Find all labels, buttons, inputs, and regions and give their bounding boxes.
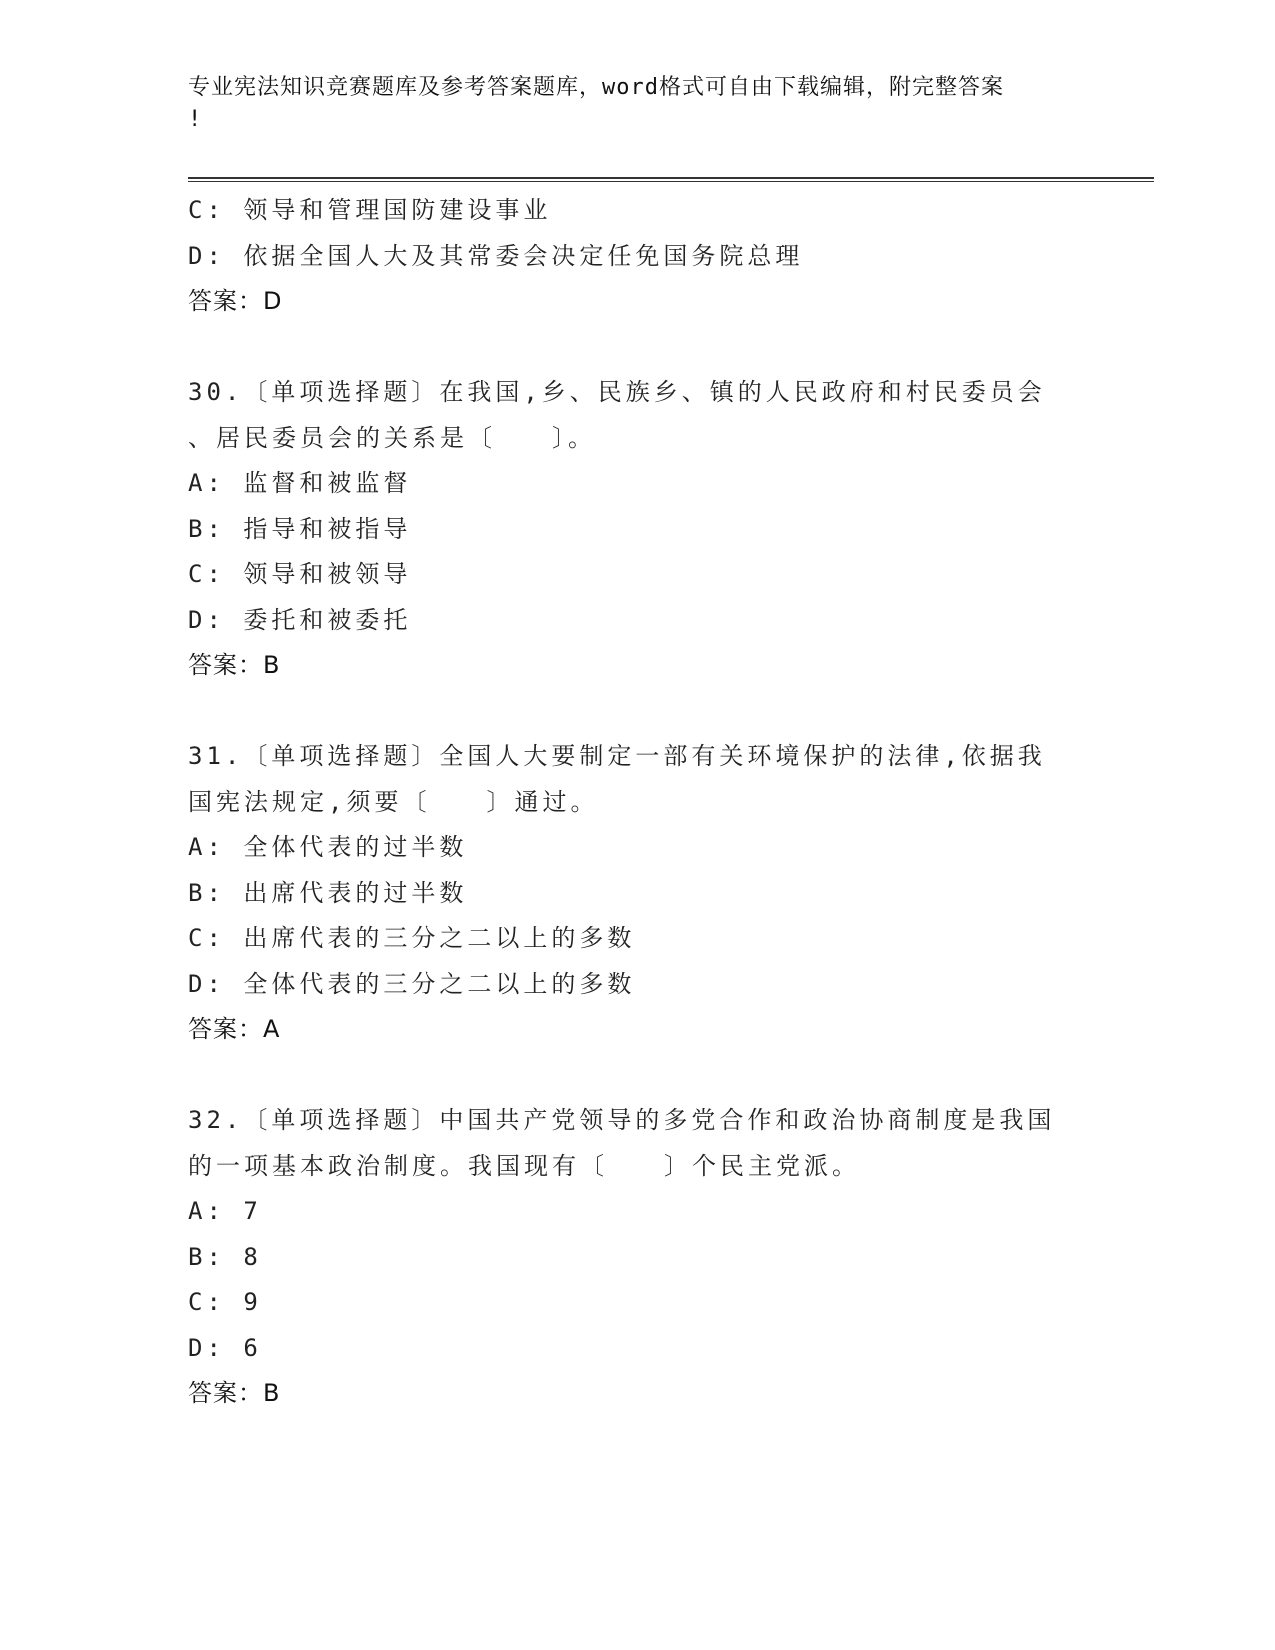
question-stem-line1: 30.〔单项选择题〕在我国,乡、民族乡、镇的人民政府和村民委员会 [188, 378, 1046, 406]
prev-question-block [188, 188, 1088, 325]
option-a: A: 监督和被监督 [188, 469, 412, 497]
header-title-line2: ! [188, 107, 203, 132]
answer-line: 答案：D [188, 287, 283, 315]
question-31 [188, 734, 1088, 1053]
header-title-line1: 专业宪法知识竞赛题库及参考答案题库，word格式可自由下载编辑，附完整答案 [188, 75, 1004, 100]
option-b: B: 指导和被指导 [188, 514, 412, 543]
question-stem-line1: 31.〔单项选择题〕全国人大要制定一部有关环境保护的法律,依据我 [188, 742, 1046, 770]
option-c: C: 9 [188, 1288, 262, 1316]
option-c: C: 出席代表的三分之二以上的多数 [188, 924, 636, 952]
question-stem-line2: 的一项基本政治制度。我国现有〔 〕个民主党派。 [188, 1151, 860, 1180]
option-a: A: 7 [188, 1197, 262, 1225]
question-stem-line2: 国宪法规定,须要〔 〕通过。 [188, 787, 599, 816]
question-list [188, 188, 1088, 1417]
option-d: D: 6 [188, 1333, 262, 1362]
option-d: D: 委托和被委托 [188, 605, 412, 634]
header-divider-thick [188, 177, 1154, 179]
answer-line: 答案：B [188, 1379, 281, 1407]
option-b: B: 出席代表的过半数 [188, 878, 468, 907]
spacer [188, 1053, 1088, 1099]
question-stem-line2: 、居民委员会的关系是〔 〕。 [188, 423, 596, 452]
option-a: A: 全体代表的过半数 [188, 833, 468, 861]
question-32 [188, 1098, 1088, 1417]
answer-line: 答案：B [188, 651, 281, 679]
option-d: D: 依据全国人大及其常委会决定任免国务院总理 [188, 241, 804, 270]
question-30 [188, 370, 1088, 689]
page-header [188, 72, 1088, 136]
question-stem-line1: 32.〔单项选择题〕中国共产党领导的多党合作和政治协商制度是我国 [188, 1106, 1056, 1134]
option-c: C: 领导和管理国防建设事业 [188, 196, 552, 224]
spacer [188, 689, 1088, 735]
answer-line: 答案：A [188, 1015, 281, 1043]
spacer [188, 325, 1088, 371]
header-divider-thin [188, 181, 1154, 182]
option-d: D: 全体代表的三分之二以上的多数 [188, 969, 636, 998]
option-c: C: 领导和被领导 [188, 560, 412, 588]
option-b: B: 8 [188, 1242, 262, 1271]
